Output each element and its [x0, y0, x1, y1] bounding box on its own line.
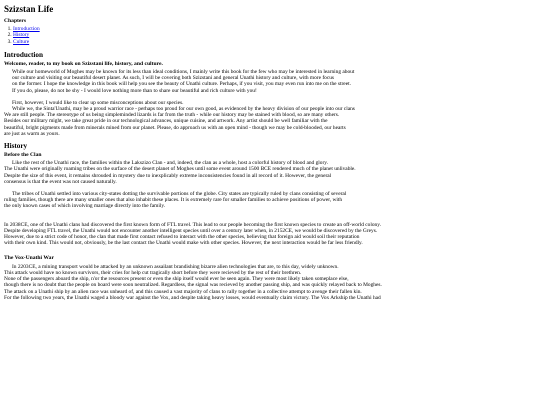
chapters-list [4, 26, 536, 45]
welcome-line: Welcome, reader, to my book on Szizstani life, history, and culture. [4, 60, 163, 67]
text-line: In 2038CE, one of the Unathi clans had discovered the first known form of FTL travel. This lead to our people becoming the first known species to create an off-world colony. [4, 221, 381, 228]
history-heading: History [4, 142, 28, 151]
text-line: However, due to a strict code of honor, the clan that made first contact refused to interact with the other species, believing that foreign aid would soil their reputation [4, 234, 360, 241]
text-line: the only known cases of which involving marriage directly into the family. [4, 203, 166, 210]
text-line: The tribes of Unathi settled into various city-states dotting the survivable portions of the globe. City states are typically ruled by clans consisting of several [12, 191, 347, 198]
text-line: are just as warm as yours. [4, 130, 60, 137]
text-line: If you do, please, do not be shy - I would love nothing more than to share our beautiful and rich culture with you! [12, 87, 257, 94]
history-paragraph-4 [4, 264, 536, 301]
text-line: on the former. I hope the knowledge in this book will help you see the beauty of Unathi culture. Perhaps, if you visit, you may even run into me on the street. [12, 81, 351, 88]
text-line: None of the passengers aboard the ship, n'or the resources present or even the ship itself would ever be seen again. They were most likely taken someplace else, [4, 276, 349, 283]
text-line: Besides our military might, we take great pride in our technological advances, unique cuisine, and artwork. Any artist should be well familiar with the [4, 118, 328, 125]
text-line: In 2203CE, a mining transport would be attacked by an unknown assailant brandishing bizarre alien technologies that are, to this day, widely unknown. [12, 263, 339, 270]
chapter-item-culture [13, 39, 536, 45]
text-line: consensus is that the event was not caused naturally. [4, 178, 117, 185]
text-line: The Unathi were originally roaming tribes on the surface of the desert planet of Moghes until some event around 1500 BCE rendered much of the planet unlivable. [4, 166, 356, 173]
chapter-link-introduction[interactable]: Introduction [13, 26, 40, 33]
text-line: First, however, I would like to clear up some misconceptions about our species. [12, 99, 184, 106]
introduction-section [4, 51, 536, 137]
chapters-heading: Chapters [4, 18, 27, 24]
history-paragraph-2 [4, 191, 536, 210]
before-the-clan-heading: Before the Clan [4, 152, 42, 159]
text-line: Despite developing FTL travel, the Unathi would not encounter another intelligent species until over a century later when, in 2152CE, we would be discovered by the Greys. [4, 227, 378, 234]
history-paragraph-3 [4, 222, 536, 247]
text-line: Despite the size of this event, it remains shrouded in mystery due to inexplicably extreme inconsistencies found in all record of it. However, the general [4, 172, 332, 179]
text-line: though there is no doubt that the people on board were soon neutralized. Regardless, the signal was recieved by another passing ship, and was quickly relayed back to Moghes. [4, 282, 382, 289]
intro-paragraph-2 [4, 100, 536, 137]
vox-unathi-war-heading: The Vox-Unathi War [4, 255, 54, 262]
text-line: The attack on a Unathi ship by an alien race was unheard of, and this caused a vast majority of clans to rally together in a collective attempt to avenge their fallen kin. [4, 288, 362, 295]
text-line: For the following two years, the Unathi waged a bloody war against the Vox, and despite taking heavy losses, would eventually claim victory. The Vox Arkship the Unathi had [4, 294, 381, 301]
introduction-heading: Introduction [4, 50, 44, 59]
text-line: ruling families, though there are many smaller ones that also inhabit these places. It is extremely rare for smaller families to achieve positions of power, with [4, 197, 343, 204]
text-line: While we, the Sinta'Unathi, may be a proud warrior race - perhaps too proud for our own good, as evidenced by the heavy division of our people into our clans [12, 106, 355, 113]
page-title: Szizstan Life [4, 4, 54, 14]
text-line: We are still people. The stereotype of us being simpleminded lizards is far from the truth - while our history may be stained with blood, so are many others. [4, 112, 340, 119]
text-line: This attack would have no known survivors, their cries for help cut tragically short before they were recieved by the rest of their brethren. [4, 269, 302, 276]
text-line: beautiful, bright pigments made from minerals mined from our planet. Please, do approach us with an open mind - though we may be cold-blooded, our hearts [4, 124, 346, 131]
text-line: with their own kind. This would not, obviously, be the last contact the Unathi would make with other species. However, the next interaction would be far less friendly. [4, 240, 363, 247]
chapter-link-history[interactable]: History [13, 32, 30, 39]
history-section [4, 142, 536, 301]
text-line: Like the rest of the Unathi race, the families within the Lakszizo Clan - and, indeed, the clan as a whole, host a colorful history of blood and glory. [12, 160, 328, 167]
intro-paragraph-1 [4, 69, 536, 94]
text-line: our culture and visiting our beautiful desert planet. As such, I will be covering both Szizstani and general Unathi history and culture, with more focus [12, 75, 335, 82]
chapter-link-culture[interactable]: Culture [13, 38, 30, 45]
text-line: While our homeworld of Moghes may be known for its less than ideal conditions, I mainly write this book for the few who may be interested in learning about [12, 69, 355, 76]
chapters-section [4, 18, 536, 45]
history-paragraph-1 [4, 160, 536, 185]
